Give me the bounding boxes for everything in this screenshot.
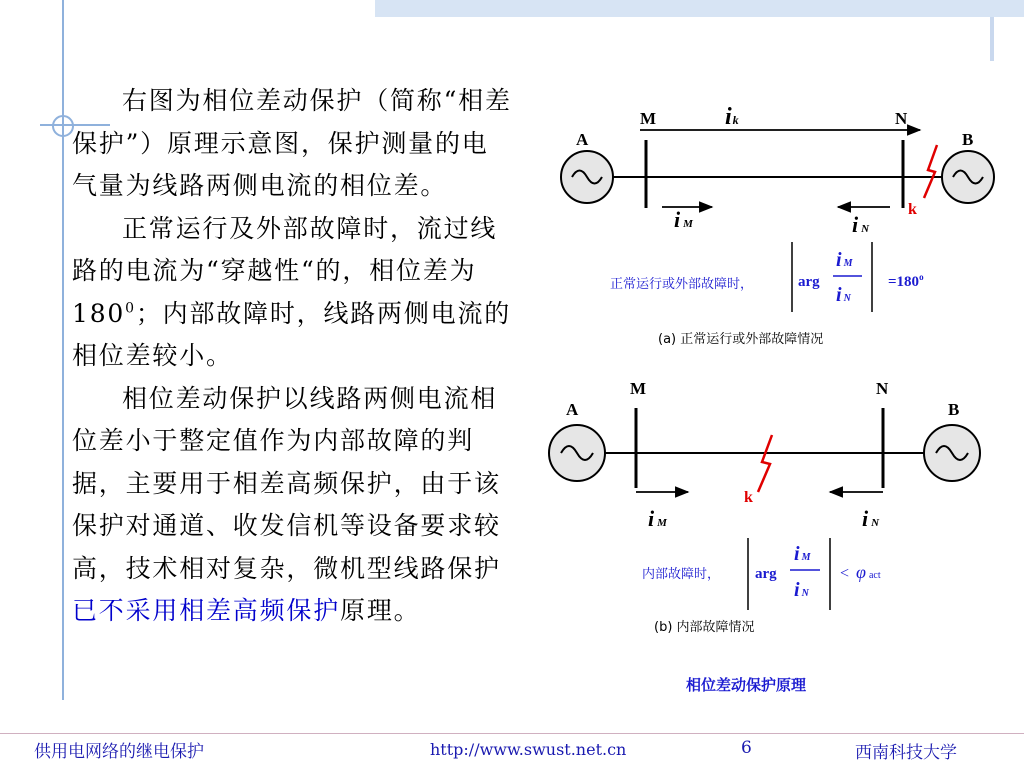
- fault-k-b: k: [744, 489, 753, 506]
- current-iN-a: i N: [852, 212, 870, 237]
- diagram-b: [549, 379, 980, 635]
- fault-k-a: k: [908, 201, 917, 218]
- condition-text-b: 内部故障时，: [642, 567, 721, 582]
- frac-den-a: i N: [836, 284, 851, 306]
- label-M-a: M: [640, 109, 657, 128]
- arg-b: arg: [755, 566, 777, 582]
- footer-course-title: 供用电网络的继电保护: [34, 742, 204, 762]
- header-decor-band: [375, 0, 1024, 17]
- label-B-b: B: [948, 400, 960, 419]
- frac-den-b: i N: [794, 579, 809, 601]
- decor-circle: [52, 115, 74, 137]
- arg-a: arg: [798, 274, 820, 290]
- less-than-b: <: [840, 565, 850, 582]
- phase-differential-diagram: [540, 90, 1010, 710]
- footer-url[interactable]: http://www.swust.net.cn: [430, 740, 627, 759]
- label-N-b: N: [876, 379, 889, 398]
- body-text: [72, 80, 512, 633]
- footer-page-number: 6: [741, 738, 752, 758]
- label-M-b: M: [630, 379, 647, 398]
- condition-text-a: 正常运行或外部故障时，: [610, 277, 754, 292]
- label-N-a: N: [895, 109, 908, 128]
- frac-num-a: i M: [836, 249, 853, 271]
- label-B-a: B: [962, 130, 974, 149]
- frac-num-b: i M: [794, 543, 811, 565]
- paragraph-1: 右图为相位差动保护（简称“相差保护”）原理示意图，保护测量的电气量为线路两侧电流的相位差。: [72, 86, 512, 200]
- current-iN-b: i N: [862, 506, 880, 531]
- current-iM-a: i M: [674, 207, 693, 232]
- current-iM-b: i M: [648, 506, 667, 531]
- caption-b: (b) 内部故障情况: [654, 620, 755, 635]
- footer-university: 西南科技大学: [855, 743, 957, 763]
- paragraph-2: 正常运行及外部故障时，流过线路的电流为“穿越性“的，相位差为$180^0$；内部故障时，线路两侧电流的相位差较小。: [72, 213, 512, 370]
- fault-lightning-b: [758, 435, 772, 492]
- header-decor-tab: [990, 17, 994, 61]
- current-ik: ik: [725, 104, 739, 130]
- caption-a: (a) 正常运行或外部故障情况: [658, 332, 824, 347]
- label-A-a: A: [576, 130, 589, 149]
- decor-vertical-line: [62, 0, 64, 700]
- highlight-text: 已不采用相差高频保护: [72, 596, 341, 625]
- fault-lightning-a: [924, 145, 937, 198]
- degree-superscript: 0: [125, 300, 136, 317]
- diagram-a: [561, 104, 994, 347]
- footer-divider: [0, 733, 1024, 734]
- label-A-b: A: [566, 400, 579, 419]
- paragraph-3: 相位差动保护以线路两侧电流相位差小于整定值作为内部故障的判据，主要用于相差高频保护，由于该保护对通道、收发信机等设备要求较高，技术相对复杂，微机型线路保护已不采用相差高频保护原理。: [72, 383, 501, 625]
- phi-act-b: φact: [856, 562, 881, 582]
- result-a: $=180^o$: [888, 272, 924, 290]
- diagram-title: 相位差动保护原理: [686, 676, 807, 694]
